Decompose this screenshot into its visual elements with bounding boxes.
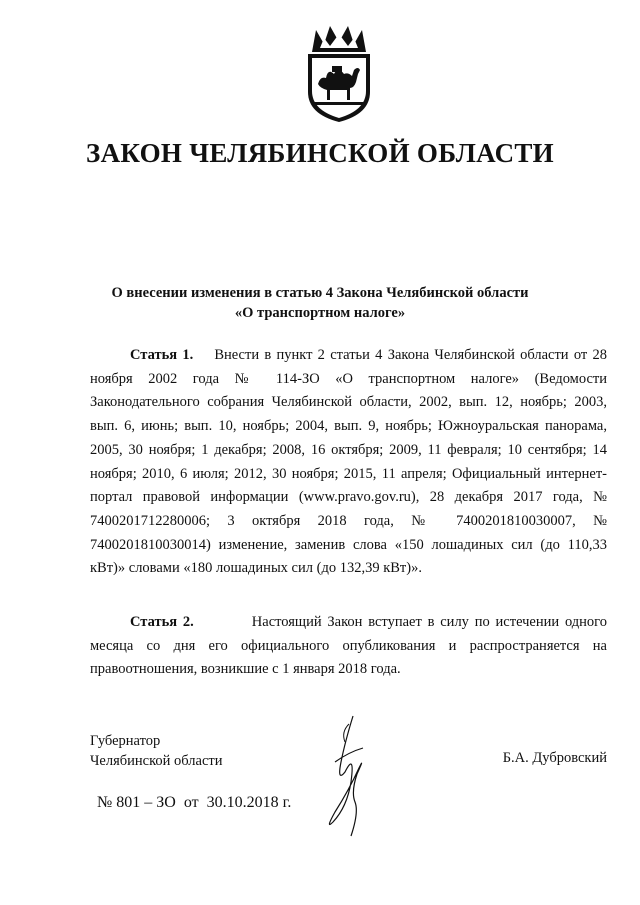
article-2-text: Настоящий Закон вступает в силу по истечении одного месяца со дня его официального опубликования и распространяется на правоотношения, возникшие с 1 января 2018 года. [90, 614, 608, 678]
governor-line-1: Губернатор [90, 733, 161, 749]
law-number-line [97, 794, 295, 812]
law-date: 30.10.2018 г. [206, 794, 292, 811]
governor-title [90, 731, 223, 771]
governor-line-2: Челябинской области [90, 753, 223, 769]
coat-of-arms-emblem [294, 22, 384, 124]
article-1-label: Статья 1. [130, 347, 194, 363]
article-1-text: Внести в пункт 2 статьи 4 Закона Челябинской области от 28 ноября 2002 года № 114-ЗО «О транспортном налоге» (Ведомости Законодательного собрания Челябинской области, 2002, вып. 12, ноябрь; 2003, вып. 6, июнь; вып. 10, ноябрь; 2004, вып. 9, ноябрь; Южноуральская панорама, 2005, 30 ноября; 1 декабря; 2008, 16 октября; 2009, 11 февраля; 10 сентября; 14 ноября; 2010, 6 июля; 2012, 30 ноября; 2015, 11 апреля; Официальный интернет-портал правовой информации (www.pravo.gov.ru), 28 декабря 2017 года, № 7400201712280006; 3 октября 2018 года, № 7400201810030007, № 7400201810030014) изменение, заменив слова «150 лошадиных сил (до 110,33 кВт)» словами «180 лошадиных сил (до 132,39 кВт)». [90, 347, 607, 577]
handwritten-signature [315, 712, 375, 842]
law-number-from: от [183, 794, 199, 811]
document-title: ЗАКОН ЧЕЛЯБИНСКОЙ ОБЛАСТИ [86, 138, 554, 168]
law-number: № 801 – ЗО [97, 794, 176, 811]
law-subtitle [90, 283, 550, 323]
subtitle-line-1: О внесении изменения в статью 4 Закона Челябинской области [111, 285, 529, 301]
article-1 [90, 344, 607, 581]
governor-name: Б.А. Дубровский [502, 750, 607, 766]
article-2 [90, 611, 607, 682]
article-2-label: Статья 2. [130, 614, 194, 630]
subtitle-line-2: «О транспортном налоге» [234, 305, 406, 321]
